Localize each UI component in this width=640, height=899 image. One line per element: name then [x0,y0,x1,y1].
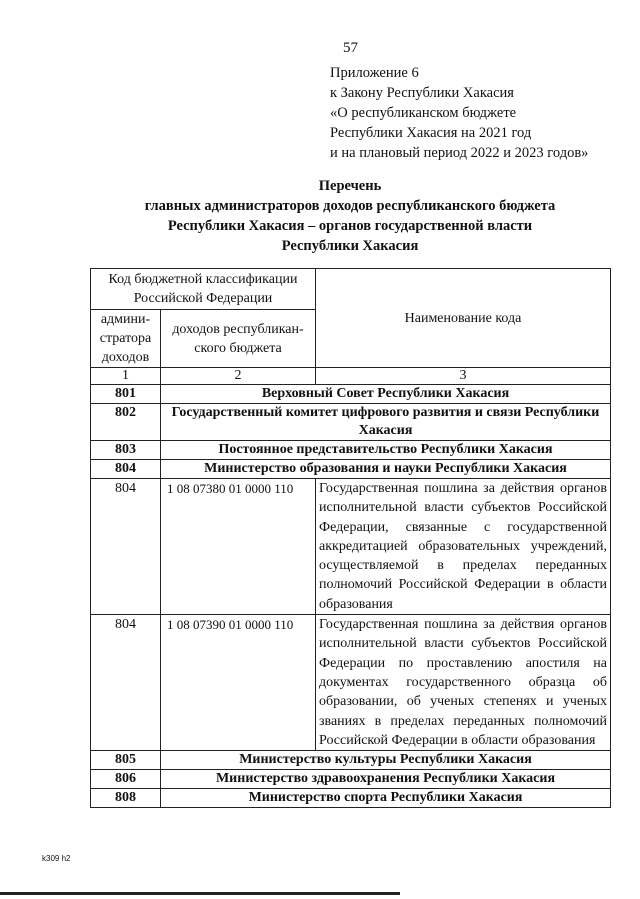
appendix-line: Республики Хакасия на 2021 год [330,125,532,141]
title-line: Республики Хакасия – органов государственной власти [167,218,533,234]
administrator-code: 804 [91,460,161,479]
administrator-row [91,789,611,808]
administrators-table [90,268,611,808]
header-revenue: доходов республикан-ского бюджета [161,310,316,368]
scan-edge-line [0,892,400,895]
footer-note: k309 h2 [42,854,71,863]
administrator-row [91,751,611,770]
administrator-code: 803 [91,441,161,460]
administrator-name: Министерство образования и науки Республики Хакасия [161,460,611,479]
revenue-code-name: Государственная пошлина за действия органов исполнительной власти субъектов Российской Федерации, связанные с государственной аккредитацией образовательных учреждений, осуществляемой в пределах переданных полномочий Российской Федерации в области образования [316,479,611,615]
title-line: Республики Хакасия [281,238,419,254]
administrator-code: 806 [91,770,161,789]
column-number: 1 [91,368,161,385]
title-line: Перечень [318,178,382,194]
appendix-line: и на плановый период 2022 и 2023 годов» [330,145,589,161]
administrator-code: 805 [91,751,161,770]
administrator-row [91,441,611,460]
administrator-row [91,385,611,404]
table-body [91,385,611,808]
administrator-code: 808 [91,789,161,808]
administrator-name: Государственный комитет цифрового развития и связи Республики Хакасия [161,404,611,441]
header-code-name: Наименование кода [316,269,611,368]
appendix-line: к Закону Республики Хакасия [330,85,514,101]
revenue-code-row [91,479,611,615]
appendix-line: «О республиканском бюджете [330,105,517,121]
administrator-code: 802 [91,404,161,441]
administrator-name: Постоянное представительство Республики Хакасия [161,441,611,460]
administrator-row [91,404,611,441]
administrator-row [91,460,611,479]
revenue-code-row [91,615,611,751]
appendix-line: Приложение 6 [330,65,419,81]
document-title [90,176,610,256]
administrator-name: Верховный Совет Республики Хакасия [161,385,611,404]
column-number: 3 [316,368,611,385]
administrator-name: Министерство здравоохранения Республики Хакасия [161,770,611,789]
header-administrator: админи-стратора доходов [91,310,161,368]
administrator-code: 804 [91,615,161,751]
title-line: главных администраторов доходов республиканского бюджета [144,198,556,214]
budget-revenue-code: 1 08 07390 01 0000 110 [161,615,316,751]
revenue-code-name: Государственная пошлина за действия органов исполнительной власти субъектов Российской Федерации по проставлению апостиля на документах государственного образца об образовании, об ученых степенях и ученых званиях в пределах переданных полномочий Российской Федерации в области образования [316,615,611,751]
administrator-name: Министерство спорта Республики Хакасия [161,789,611,808]
budget-revenue-code: 1 08 07380 01 0000 110 [161,479,316,615]
page-number: 57 [343,40,358,56]
header-classification-group: Код бюджетной классификации Российской Федерации [91,269,316,310]
appendix-reference [330,63,588,163]
administrator-code: 804 [91,479,161,615]
administrator-code: 801 [91,385,161,404]
column-number: 2 [161,368,316,385]
administrator-row [91,770,611,789]
administrator-name: Министерство культуры Республики Хакасия [161,751,611,770]
